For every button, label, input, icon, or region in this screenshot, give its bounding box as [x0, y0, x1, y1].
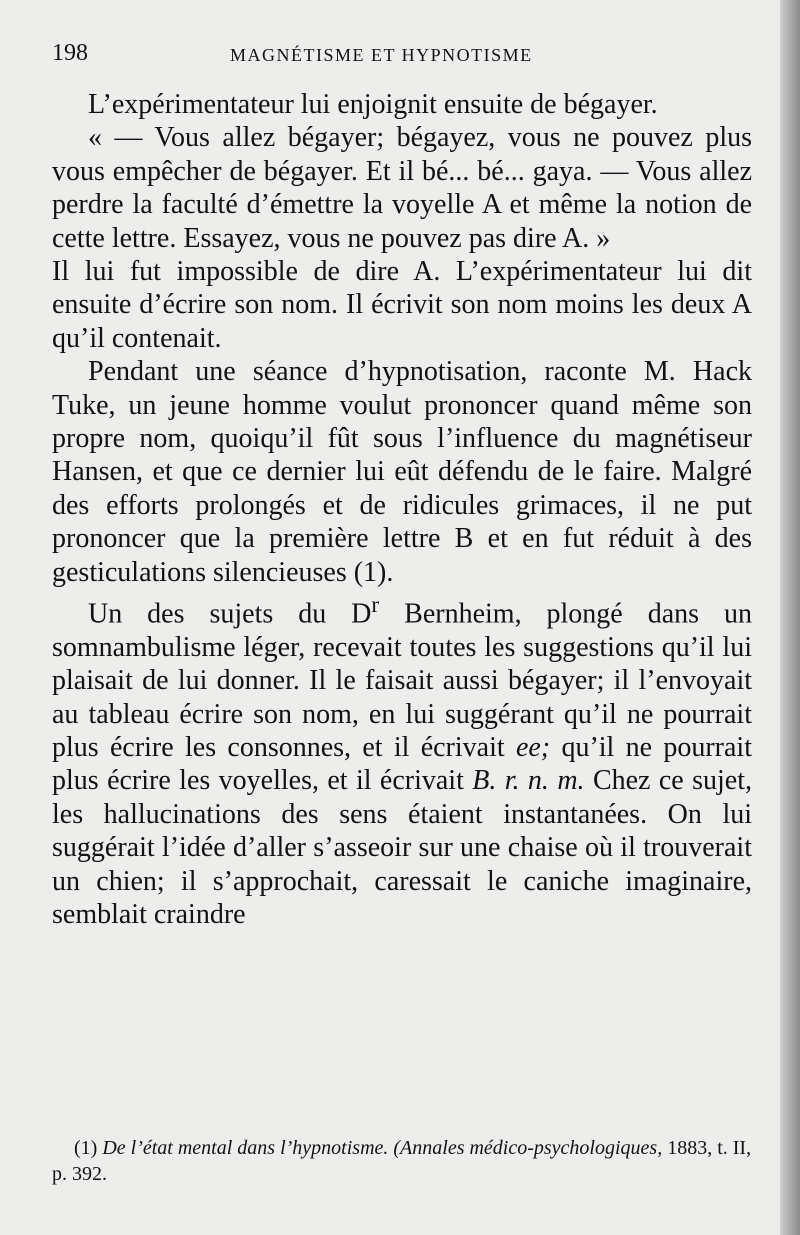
- body-text: [52, 88, 752, 931]
- doctor-superscript: r: [371, 592, 380, 619]
- paragraph-5-italic-ee: ee;: [515, 732, 551, 764]
- footnote-marker: (1): [74, 1137, 98, 1159]
- paragraph-5-italic-brnm: B. r. n. m.: [472, 765, 585, 797]
- paragraph-5-part-a: Un des sujets du D: [88, 598, 372, 630]
- footnote-journal: (Annales médico-psychologiques,: [393, 1137, 663, 1159]
- page-number: 198: [52, 40, 88, 66]
- paragraph-4: Pendant une séance d’hypnotisation, raconte M. Hack Tuke, un jeune homme voulut prononcer quand même son propre nom, quoiqu’il fût sous l’influence du magnétiseur Hansen, et que ce dernier lui eût défendu de le faire. Malgré des efforts prolongés et de ridicules grimaces, il ne put prononcer que la première lettre B et en fut réduit à des gesticulations silencieuses (1).: [52, 356, 752, 588]
- footnote-details: 1883, t. II, p. 392.: [52, 1137, 752, 1185]
- footnote: [52, 1135, 754, 1187]
- paragraph-2-quote: « — Vous allez bégayer; bégayez, vous ne pouvez plus vous empêcher de bégayer. Et il bé... bé... gaya. — Vous allez perdre la faculté d’émettre la voyelle A et même la notion de cette lettre. Essayez, vous ne pouvez pas dire A. »: [52, 122, 752, 254]
- paragraph-5-part-d: Chez ce sujet, les hallucinations des sens étaient instantanées. On lui suggérait l’idée d’aller s’asseoir sur une chaise où il trouverait un chien; il s’approchait, caressait le caniche imaginaire, semblait craindre: [52, 765, 752, 931]
- paragraph-3: Il lui fut impossible de dire A. L’expérimentateur lui dit ensuite d’écrire son nom. Il écrivit son nom moins les deux A qu’il contenait.: [52, 256, 752, 354]
- paragraph-5-part-b: Bernheim, plongé dans un somnambulisme léger, recevait toutes les suggestions qu’il lui plaisait de lui donner. Il le faisait aussi bégayer; il l’envoyait au tableau écrire son nom, en lui suggérant qu’il ne pourrait plus écrire les consonnes, et il écrivait: [52, 598, 752, 764]
- paragraph-1: L’expérimentateur lui enjoignit ensuite de bégayer.: [88, 89, 658, 120]
- footnote-text: [52, 1135, 754, 1187]
- paragraph-5: [52, 589, 752, 931]
- paragraph-5-part-c: qu’il ne pourrait plus écrire les voyelles, et il écrivait: [52, 732, 752, 797]
- running-title: MAGNÉTISME ET HYPNOTISME: [230, 45, 533, 65]
- page-edge-shadow: [780, 0, 800, 1235]
- footnote-title: De l’état mental dans l’hypnotisme.: [102, 1137, 389, 1159]
- page-header: [52, 40, 752, 72]
